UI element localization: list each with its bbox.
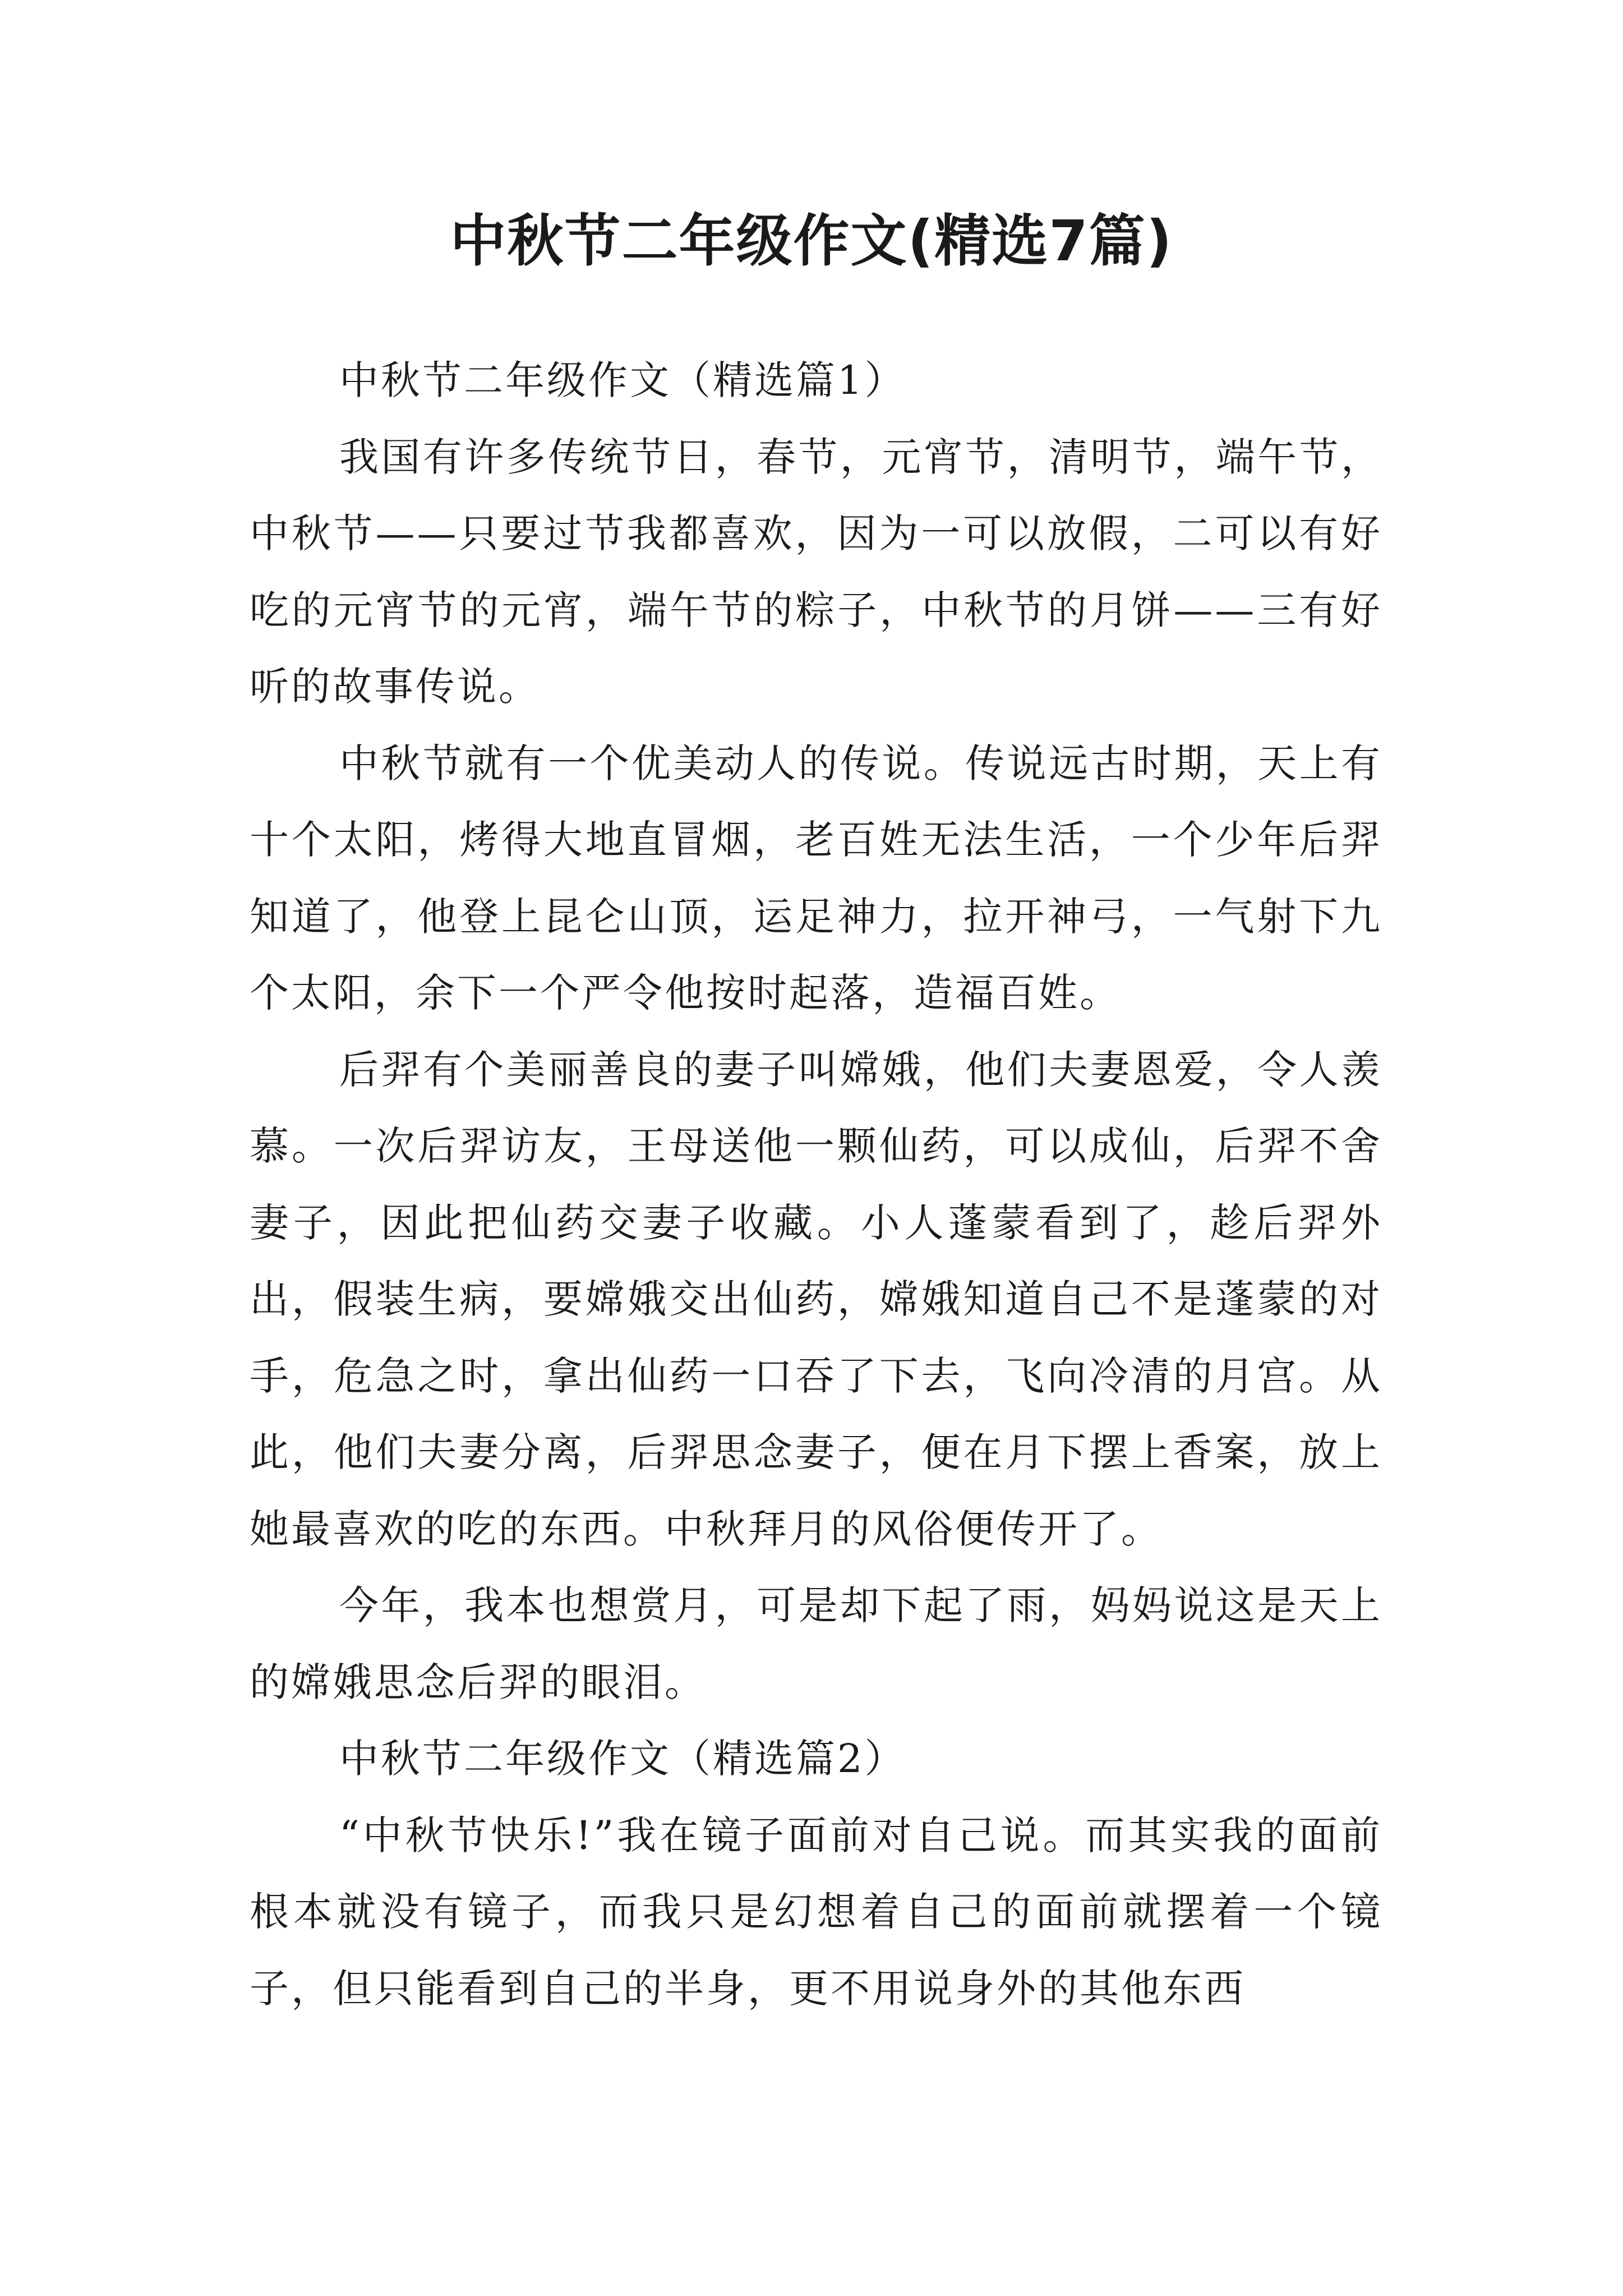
paragraph: 今年，我本也想赏月，可是却下起了雨，妈妈说这是天上的嫦娥思念后羿的眼泪。 <box>250 1582 1382 1705</box>
document-body <box>250 342 1382 2027</box>
paragraph: 后羿有个美丽善良的妻子叫嫦娥，他们夫妻恩爱，令人羡慕。一次后羿访友，王母送他一颗仙药，可以成仙，后羿不舍妻子，因此把仙药交妻子收藏。小人蓬蒙看到了，趁后羿外出，假装生病，要嫦娥交出仙药，嫦娥知道自己不是蓬蒙的对手，危急之时，拿出仙药一口吞了下去，飞向冷清的月宫。从此，他们夫妻分离，后羿思念妻子，便在月下摆上香案，放上她最喜欢的吃的东西。中秋拜月的风俗便传开了。 <box>250 1046 1382 1552</box>
paragraph: “中秋节快乐!”我在镜子面前对自己说。而其实我的面前根本就没有镜子，而我只是幻想着自己的面前就摆着一个镜子，但只能看到自己的半身，更不用说身外的其他东西 <box>250 1812 1382 2012</box>
paragraph: 我国有许多传统节日，春节，元宵节，清明节，端午节，中秋节——只要过节我都喜欢，因为一可以放假，二可以有好吃的元宵节的元宵，端午节的粽子，中秋节的月饼——三有好听的故事传说。 <box>250 434 1382 710</box>
paragraph: 中秋节就有一个优美动人的传说。传说远古时期，天上有十个太阳，烤得大地直冒烟，老百姓无法生活，一个少年后羿知道了，他登上昆仑山顶，运足神力，拉开神弓，一气射下九个太阳，余下一个严令他按时起落，造福百姓。 <box>250 740 1382 1016</box>
section-heading-2: 中秋节二年级作文（精选篇2） <box>339 1736 906 1782</box>
document-title: 中秋节二年级作文(精选7篇) <box>450 208 1173 274</box>
section-heading-1: 中秋节二年级作文（精选篇1） <box>339 357 906 403</box>
